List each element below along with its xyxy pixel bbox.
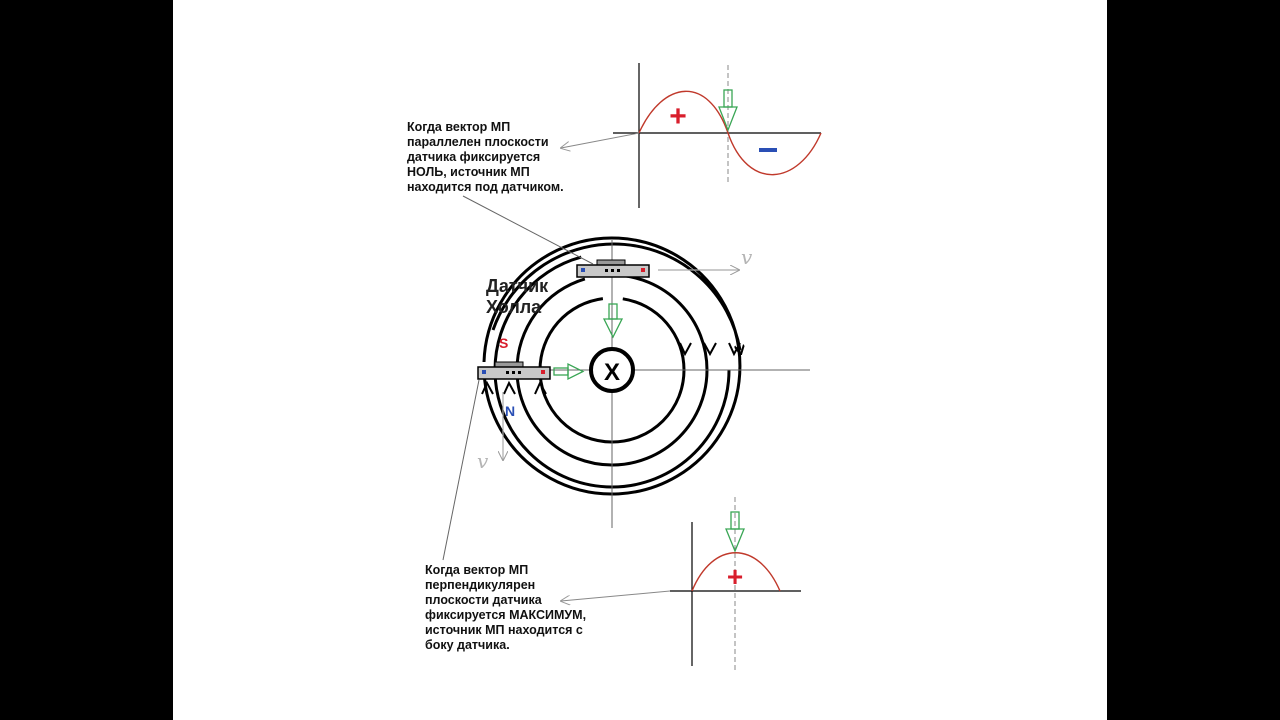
top-graph-minus-sign xyxy=(759,148,777,152)
current-symbol: X xyxy=(603,359,621,386)
left-velocity-symbol: v xyxy=(477,449,489,473)
hall-sensor-label-line2: Холла xyxy=(486,297,542,317)
pole-n-label: N xyxy=(505,403,516,419)
bottom-graph xyxy=(670,497,801,670)
hall-sensor-label-line1: Датчик xyxy=(486,276,549,296)
top-note-leader xyxy=(463,196,593,264)
pole-s-label: S xyxy=(499,335,509,351)
top-graph xyxy=(613,63,821,208)
bottom-note-leader xyxy=(443,380,479,560)
top-velocity-symbol: v xyxy=(741,245,753,269)
left-sensor-field-arrow xyxy=(554,364,583,379)
top-sensor-field-arrow xyxy=(604,304,622,337)
bottom-graph-plus-sign: + xyxy=(726,561,744,592)
diagram-canvas xyxy=(173,0,1107,720)
note-perpendicular-field: Когда вектор МП перпендикулярен плоскости датчика фиксируется МАКСИМУМ, источник МП находится с боку датчика. xyxy=(425,563,587,652)
note-parallel-field: Когда вектор МП параллелен плоскости датчика фиксируется НОЛЬ, источник МП находится под датчиком. xyxy=(407,120,564,194)
top-graph-plus-sign: + xyxy=(669,100,687,133)
hall-sensor-top xyxy=(577,260,649,277)
